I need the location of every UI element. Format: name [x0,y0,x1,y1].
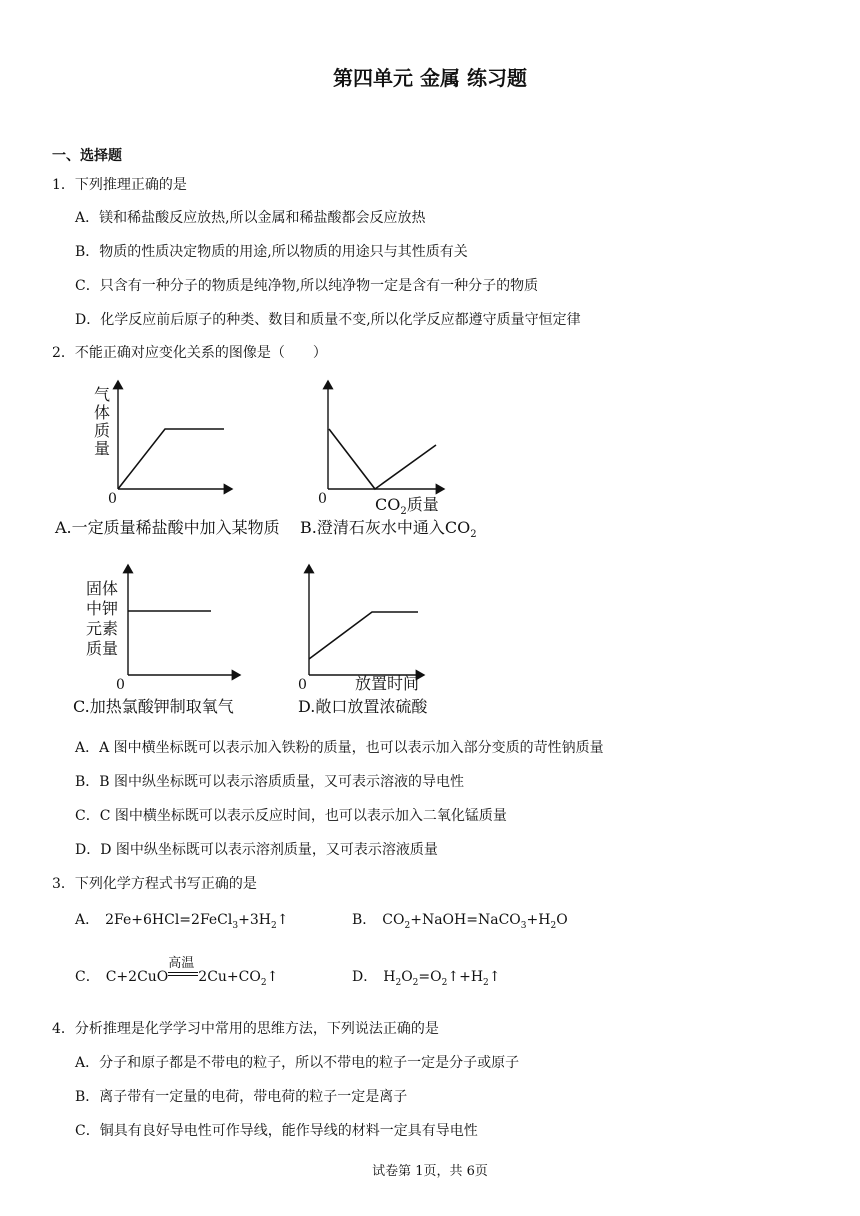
graph-a-caption: A.一定质量稀盐酸中加入某物质 [55,518,280,537]
graph-c [73,565,240,716]
question-4-stem: 4．分析推理是化学学习中常用的思维方法，下列说法正确的是 [52,1021,439,1037]
graph-a-origin: 0 [108,491,117,507]
page-footer: 试卷第 1页，共 6页 [372,1164,488,1179]
graph-a-ylabel-2: 体 [94,403,111,422]
graph-d-caption: D.敞口放置浓硫酸 [298,697,428,716]
graph-d-origin: 0 [298,677,307,693]
question-4-option-a: A．分子和原子都是不带电的粒子，所以不带电的粒子一定是分子或原子 [75,1055,520,1071]
graph-d-xlabel: 放置时间 [355,674,420,693]
graph-c-ylabel-4: 质量 [86,639,119,658]
graph-b-origin: 0 [318,491,327,507]
reaction-condition: 高温 [168,967,198,981]
section-heading: 一、选择题 [52,148,122,164]
graph-c-ylabel-1: 固体 [86,579,119,598]
question-4-option-b: B．离子带有一定量的电荷，带电荷的粒子一定是离子 [75,1089,408,1105]
graph-c-caption: C.加热氯酸钾制取氧气 [73,697,234,716]
question-4-option-c: C．铜具有良好导电性可作导线，能作导线的材料一定具有导电性 [75,1123,478,1139]
question-2-graphs [0,365,860,725]
graph-d [298,565,428,716]
graph-a-ylabel-4: 量 [94,439,111,458]
graph-a [54,381,280,537]
question-3-stem: 3．下列化学方程式书写正确的是 [52,876,257,892]
graph-a-ylabel-3: 质 [94,421,111,440]
page-title: 第四单元 金属 练习题 [333,66,527,90]
graph-c-ylabel-2: 中钾 [86,599,119,618]
graph-c-ylabel-3: 元素 [86,619,119,638]
graph-d-line [309,612,418,659]
question-3-option-d: D． $H_2O_2=O_2↑+H_2↑$ [352,969,501,988]
question-3-option-b: B． $CO_2+NaOH=NaCO_3+H_2O$ [352,912,568,931]
question-2-option-c: C．C 图中横坐标既可以表示反应时间，也可以表示加入二氧化锰质量 [75,808,507,824]
question-3-option-a: A． $2Fe+6HCl=2FeCl_3+3H_2↑$ [75,912,289,931]
question-1-option-b: B．物质的性质决定物质的用途,所以物质的用途只与其性质有关 [75,244,468,260]
question-2-stem: 2．不能正确对应变化关系的图像是（ ） [52,345,327,361]
graph-a-ylabel-1: 气 [94,385,111,404]
question-2-option-d: D．D 图中纵坐标既可以表示溶剂质量，又可表示溶液质量 [75,842,438,858]
graph-b-line [329,429,436,489]
question-1-option-d: D．化学反应前后原子的种类、数目和质量不变,所以化学反应都遵守质量守恒定律 [75,312,581,328]
question-2-option-b: B．B 图中纵坐标既可以表示溶质质量，又可表示溶液的导电性 [75,774,465,790]
question-1-option-c: C．只含有一种分子的物质是纯净物,所以纯净物一定是含有一种分子的物质 [75,278,539,294]
question-1-option-a: A．镁和稀盐酸反应放热,所以金属和稀盐酸都会反应放热 [75,210,426,226]
graph-b-xlabel: $CO_2$质量 [375,495,439,517]
question-1-stem: 1．下列推理正确的是 [52,177,187,193]
graph-a-line [118,429,224,489]
question-3-option-c: C． C+2CuO 高温 $2Cu+CO_2↑$ [75,956,279,988]
graph-b [300,381,477,540]
graph-c-origin: 0 [116,677,125,693]
graph-b-caption: B.澄清石灰水中通入$CO_2$ [300,518,477,540]
question-2-option-a: A．A 图中横坐标既可以表示加入铁粉的质量，也可以表示加入部分变质的苛性钠质量 [75,740,604,756]
